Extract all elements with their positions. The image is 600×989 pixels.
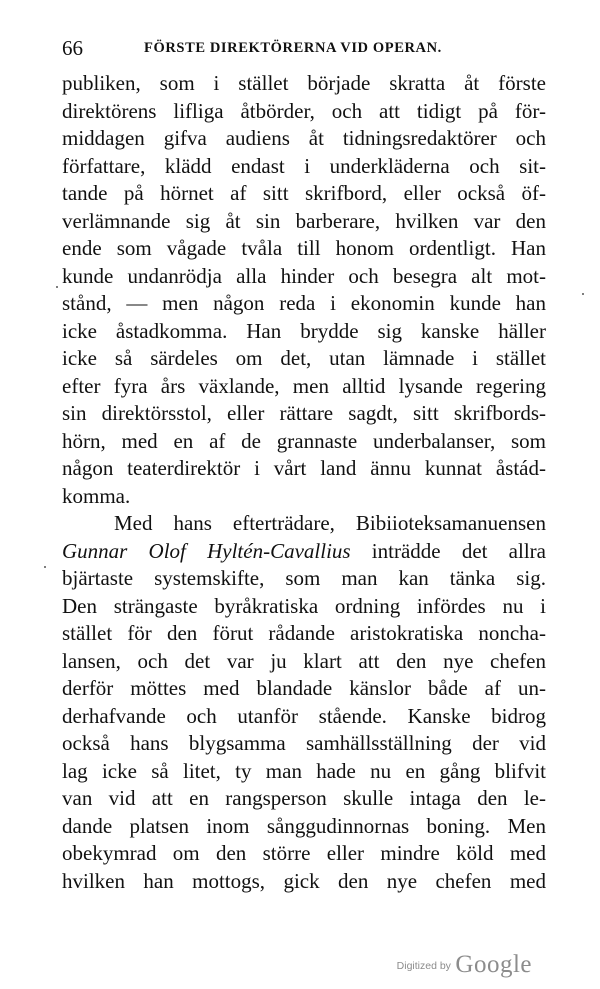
scan-speck <box>582 293 584 295</box>
digitized-by-label: Digitized by <box>396 960 451 972</box>
text-line: efter fyra års växlande, men alltid lysande regering <box>62 373 546 398</box>
text-line: ende som vågade tvåla till honom ordentligt. Han <box>62 236 546 260</box>
text-line: van vid att en rangsperson skulle intaga den le- <box>62 786 546 810</box>
text-line: stånd, — men någon reda i ekonomin kunde han <box>62 291 546 315</box>
text-line: bjärtaste systemskifte, som man kan tänka sig. <box>62 566 546 590</box>
text-line: stället för den förut rådande aristokratiska noncha- <box>62 621 546 645</box>
italic-name: Gunnar Olof Hyltén-Cavallius <box>62 538 351 563</box>
text-line: derför möttes med blandade känslor både af un- <box>62 676 546 700</box>
text-line: tande på hörnet af sitt skrifbord, eller också öf- <box>62 181 546 205</box>
text-line: hörn, med en af de grannaste underbalanser, som <box>62 428 546 453</box>
google-logo: Google <box>455 951 532 978</box>
text-line: verlämnande sig åt sin barberare, hvilken var den <box>62 208 546 233</box>
text-line: komma. <box>62 483 131 508</box>
scan-speck <box>44 566 46 568</box>
text-line: direktörens lifliga åtbörder, och att tidigt på för- <box>62 98 546 123</box>
text-line: publiken, som i stället började skratta åt förste <box>62 71 546 95</box>
text-line-rest: inträdde det allra <box>371 538 546 563</box>
text-line: icke åstadkomma. Han brydde sig kanske häller <box>62 318 546 343</box>
text-line: sin direktörsstol, eller rättare sagdt, sitt skrifbords- <box>62 401 546 425</box>
text-line: kunde undanrödja alla hinder och besegra alt mot- <box>62 263 546 288</box>
text-line: också hans blygsamma samhällsställning der vid <box>62 731 546 755</box>
text-line-with-name <box>62 538 546 566</box>
text-line: lansen, och det var ju klart att den nye chefen <box>62 648 546 673</box>
text-line: lag icke så litet, ty man hade nu en gång blifvit <box>62 758 546 783</box>
digitized-watermark <box>397 951 532 979</box>
text-line: Med hans efterträdare, Bibiioteksamanuensen <box>114 511 546 535</box>
text-line: middagen gifva audiens åt tidningsredaktörer och <box>62 126 546 150</box>
text-line: någon teaterdirektör i vårt land ännu kunnat åstád- <box>62 456 546 480</box>
text-line: obekymrad om den större eller mindre köld med <box>62 841 546 865</box>
scan-speck <box>56 286 58 288</box>
text-line: hvilken han mottogs, gick den nye chefen med <box>62 868 546 893</box>
text-line: Den strängaste byråkratiska ordning infördes nu i <box>62 593 546 618</box>
running-head: FÖRSTE DIREKTÖRERNA VID OPERAN. <box>144 40 442 56</box>
text-line: icke så särdeles om det, utan lämnade i stället <box>62 346 546 370</box>
page-number: 66 <box>62 36 83 60</box>
text-line: dande platsen inom sånggudinnornas boning. Men <box>62 813 546 838</box>
body-text <box>62 70 546 895</box>
text-line: författare, klädd endast i underkläderna och sit- <box>62 153 546 178</box>
text-line: derhafvande och utanför stående. Kanske bidrog <box>62 703 546 728</box>
page-header <box>62 36 542 60</box>
